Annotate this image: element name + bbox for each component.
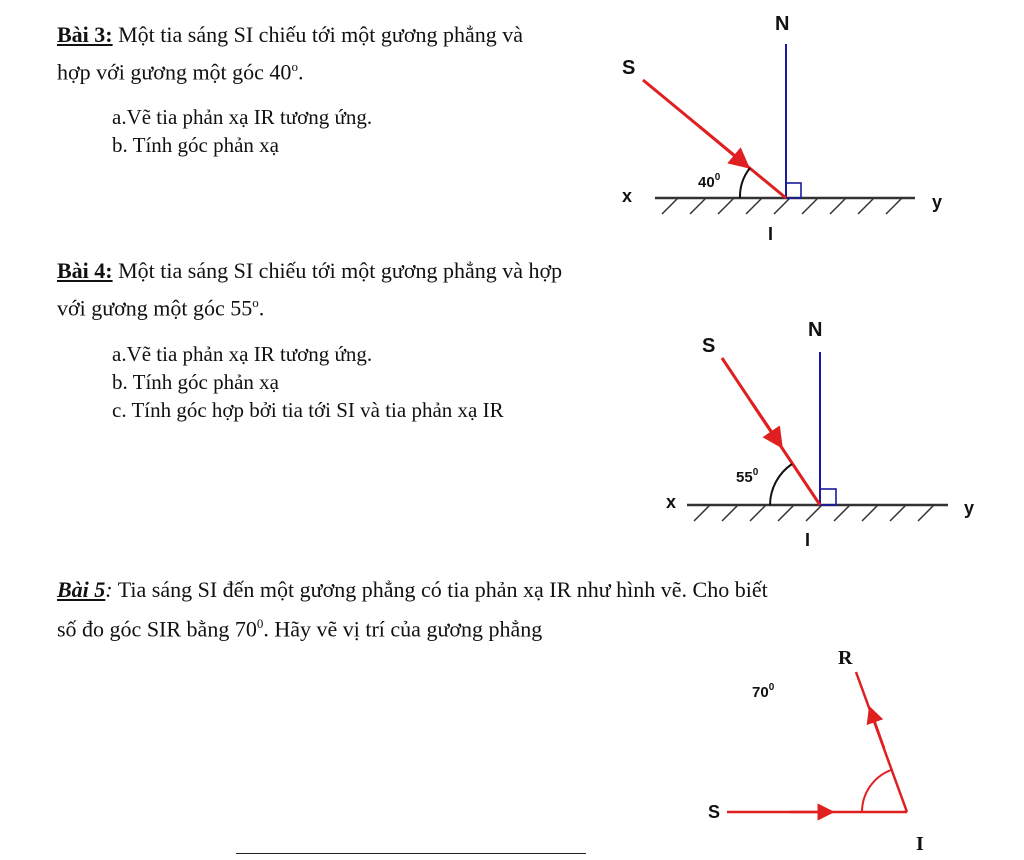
ex3-mirror-hatch: [662, 198, 902, 214]
ex4-figure: [666, 319, 974, 550]
ex4-ray-arrow: [752, 403, 777, 440]
ex5-line1-text: Tia sáng SI đến một gương phẳng có tia phản xạ IR như hình vẽ. Cho biết: [112, 577, 768, 602]
ex5-line2-text: số đo góc SIR bằng 70: [57, 616, 257, 642]
ex4-title: Bài 4:: [57, 258, 113, 283]
ex4-item-a: a.Vẽ tia phản xạ IR tương ứng.: [112, 342, 373, 366]
ex3-line2-end: .: [297, 59, 304, 85]
ex3-figure: [622, 13, 942, 244]
ex5-label-S: S: [708, 802, 721, 822]
ex5-colon: :: [105, 577, 113, 602]
ex4-angle-label: $55^0$: [736, 467, 759, 486]
ex4-label-N: N: [808, 319, 823, 341]
ex3-angle-label: $40^0$: [698, 172, 721, 191]
ex4-item-c: c. Tính góc hợp bởi tia tới SI và tia phản xạ IR: [112, 398, 504, 422]
ex5-line2-end: . Hãy vẽ vị trí của gương phẳng: [263, 616, 543, 642]
ex3-line2-text: hợp với gương một góc 40: [57, 59, 292, 85]
ex4-right-angle: [820, 489, 836, 505]
ex3-item-a: a.Vẽ tia phản xạ IR tương ứng.: [112, 105, 373, 129]
ex3-ray-arrow: [700, 127, 742, 162]
ex4-mirror-hatch: [694, 505, 934, 521]
ex5-figure: [708, 647, 924, 855]
ex5-label-I: I: [916, 833, 924, 855]
ex4-line2-end: .: [258, 295, 265, 321]
ex3-label-x: x: [622, 186, 633, 206]
ex4-item-b: b. Tính góc phản xạ: [112, 370, 279, 394]
ex4-label-x: x: [666, 492, 677, 512]
ex5-label-R: R: [838, 647, 853, 669]
ex3-label-I: I: [768, 224, 774, 244]
ex4-angle-arc: [770, 464, 792, 505]
ex4-label-y: y: [964, 498, 975, 518]
ex4-label-S: S: [702, 335, 716, 357]
ex3-right-angle: [786, 183, 801, 198]
ex5-reflected-arrow: [872, 714, 884, 748]
ex4-line1-text: Một tia sáng SI chiếu tới một gương phẳng và hợp: [112, 258, 563, 283]
ex5-angle-label: $70^0$: [752, 682, 775, 701]
ex4-label-I: I: [805, 530, 811, 550]
ex5-title: Bài 5: [57, 577, 106, 602]
ex3-title: Bài 3:: [57, 22, 113, 47]
ex5-degree: 0: [256, 616, 264, 631]
ex3-label-N: N: [775, 13, 790, 35]
ex4-degree: o: [252, 295, 259, 310]
ex3-item-b: b. Tính góc phản xạ: [112, 133, 279, 157]
ex5-angle-arc: [862, 770, 891, 812]
ex3-label-S: S: [622, 57, 636, 79]
ex3-line1-text: Một tia sáng SI chiếu tới một gương phẳng và: [112, 22, 523, 47]
ex3-degree: o: [291, 59, 298, 74]
ex4-line2-text: với gương một góc 55: [57, 295, 253, 321]
ex3-label-y: y: [932, 192, 943, 212]
ex3-angle-arc: [740, 168, 750, 198]
